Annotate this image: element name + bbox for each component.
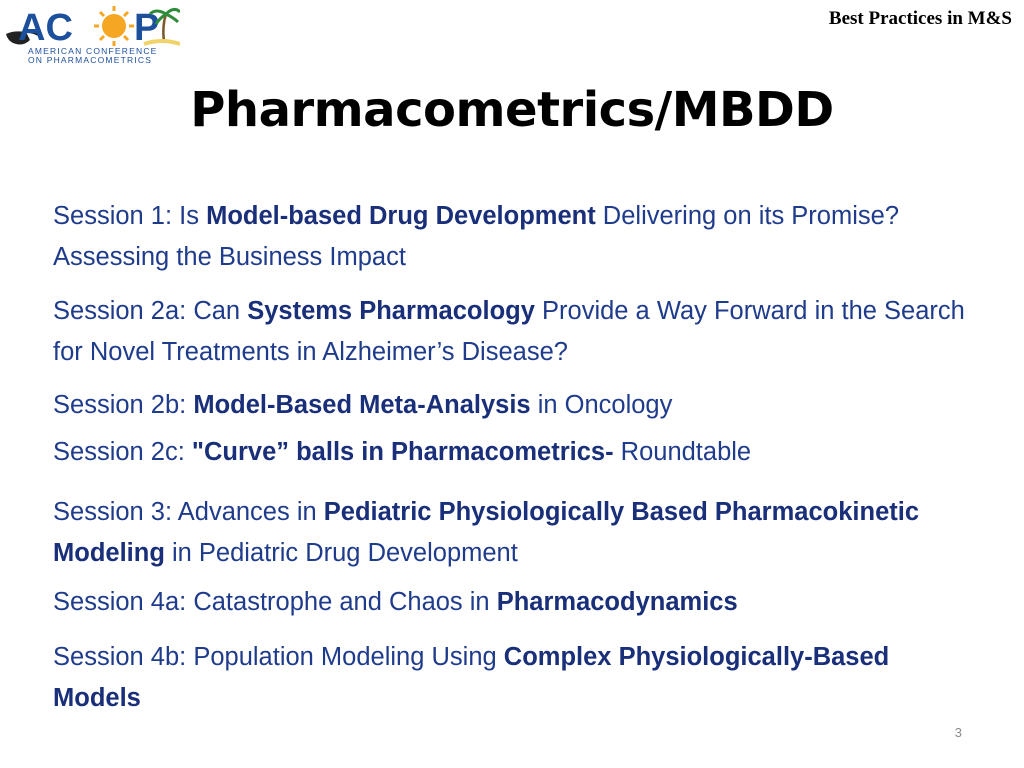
- session-suffix: Provide a Way Forward in the Search for Novel Treatments in Alzheimer’s Disease?: [53, 297, 965, 366]
- session-prefix: Session 4b: Population Modeling Using: [53, 643, 504, 671]
- session-item: [53, 582, 973, 623]
- session-topic: Complex Physiologically-Based Models: [53, 643, 890, 712]
- logo-letters-left: AC: [18, 7, 73, 49]
- session-topic: Pediatric Physiologically Based Pharmacokinetic Modeling: [53, 498, 920, 567]
- session-topic: Pharmacodynamics: [496, 588, 738, 616]
- session-item: [53, 385, 973, 426]
- session-item: [53, 637, 973, 719]
- session-topic: Systems Pharmacology: [247, 297, 535, 325]
- session-suffix: Delivering on its Promise? Assessing the Business Impact: [53, 202, 900, 271]
- acop-logo: [4, 2, 180, 66]
- session-prefix: Session 4a: Catastrophe and Chaos in: [53, 588, 497, 616]
- slide-title: Pharmacometrics/MBDD: [190, 82, 834, 138]
- logo-line2: On Pharmacometrics: [28, 55, 153, 65]
- session-suffix: in Oncology: [530, 391, 673, 419]
- session-item: [53, 196, 973, 278]
- logo-letter-right: P: [134, 7, 160, 49]
- logo-line1: American Conference: [28, 46, 158, 56]
- session-prefix: Session 2a: Can: [53, 297, 248, 325]
- session-item: [53, 432, 973, 473]
- session-list: [53, 196, 973, 719]
- session-prefix: Session 3: Advances in: [53, 498, 324, 526]
- session-topic: Model-based Drug Development: [206, 202, 596, 230]
- session-topic: "Curve” balls in Pharmacometrics-: [191, 438, 614, 466]
- session-item: [53, 492, 973, 574]
- session-topic: Model-Based Meta-Analysis: [193, 391, 531, 419]
- session-item: [53, 291, 973, 373]
- page-number: 3: [954, 725, 962, 740]
- session-prefix: Session 2b:: [53, 391, 194, 419]
- header-tag: Best Practices in M&S: [828, 8, 1012, 29]
- session-suffix: Roundtable: [613, 438, 752, 466]
- session-suffix: in Pediatric Drug Development: [164, 539, 518, 567]
- session-prefix: Session 1: Is: [53, 202, 207, 230]
- session-prefix: Session 2c:: [53, 438, 192, 466]
- sun-icon: [94, 6, 134, 46]
